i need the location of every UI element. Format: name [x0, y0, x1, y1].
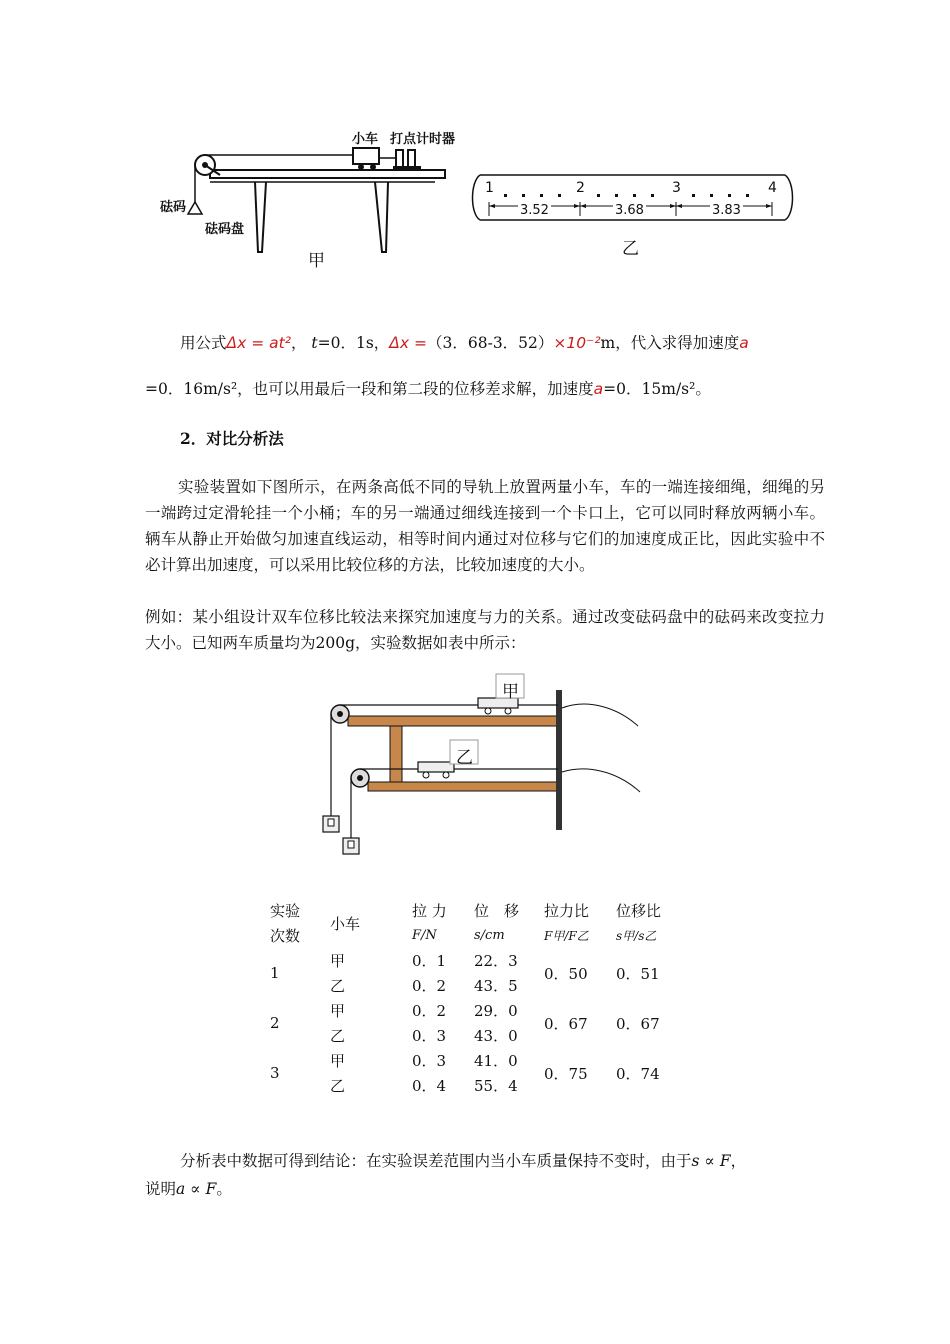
pan-label: 砝码盘 — [205, 222, 245, 237]
example-paragraph: 例如：某小组设计双车位移比较法来探究加速度与力的关系。通过改变砝码盘中的砝码来改变拉力大小。已知两车质量均为200g，实验数据如表中所示： — [145, 608, 825, 652]
formula-t-value: =0．1s， — [317, 334, 390, 352]
car-b-label: 乙 — [456, 748, 473, 768]
formula-a2: a — [593, 380, 604, 398]
formula-dx: Δx = — [389, 334, 427, 352]
row2-car-b: 乙 — [330, 1027, 346, 1045]
formula-line-2 — [145, 376, 825, 402]
formula-t-var: t — [311, 334, 318, 352]
row1-disp-a: 22．3 — [474, 952, 518, 970]
figure-caption-jia: 甲 — [308, 251, 325, 271]
row2-force-ratio: 0．67 — [544, 1014, 588, 1033]
tape-point-3: 3 — [672, 180, 681, 196]
dual-track-figure — [318, 668, 648, 868]
row2-force-a: 0．2 — [412, 1002, 447, 1020]
tape-point-2: 2 — [576, 180, 585, 196]
row3-trial: 3 — [270, 1064, 280, 1082]
header-force-ratio-1: 拉力比 — [544, 902, 590, 920]
row3-disp-b: 55．4 — [474, 1077, 518, 1095]
row3-disp-a: 41．0 — [474, 1052, 518, 1070]
tape-point-1: 1 — [485, 180, 494, 196]
ticker-tape-figure — [470, 170, 800, 230]
row1-trial: 1 — [270, 964, 280, 982]
row1-force-b: 0．2 — [412, 977, 447, 995]
row1-car-a: 甲 — [330, 952, 346, 970]
data-table — [270, 898, 686, 1098]
conclusion-line-1 — [180, 1148, 820, 1174]
row2-disp-ratio: 0．67 — [616, 1014, 660, 1033]
row3-force-b: 0．4 — [412, 1077, 447, 1095]
car-a-label: 甲 — [502, 682, 519, 702]
row3-car-b: 乙 — [330, 1077, 346, 1095]
row1-disp-b: 43．5 — [474, 977, 518, 995]
table-row — [270, 948, 686, 973]
formula-a: a — [739, 334, 749, 352]
formula-line2b: =0．15m/s²。 — [603, 380, 711, 398]
formula-line2a: =0．16m/s²，也可以用最后一段和第二段的位移差求解，加速度 — [145, 380, 594, 398]
row1-car-b: 乙 — [330, 977, 346, 995]
conclusion-comma: ， — [730, 1152, 747, 1170]
header-force-1: 拉 力 — [412, 902, 447, 920]
header-disp-1: 位 移 — [474, 902, 520, 920]
formula-line-1 — [180, 330, 820, 356]
row1-force-a: 0．1 — [412, 952, 447, 970]
table-header-row-1 — [270, 898, 686, 923]
header-force-2: F/N — [412, 928, 437, 943]
row2-disp-a: 29．0 — [474, 1002, 518, 1020]
row1-disp-ratio: 0．51 — [616, 964, 660, 983]
timer-label: 打点计时器 — [390, 132, 456, 147]
conclusion-formula-a-prop-f: a ∝ F — [176, 1180, 217, 1198]
body-paragraph: 实验装置如下图所示，在两条高低不同的导轨上放置两量小车，车的一端连接细绳，细绳的另一端跨过定滑轮挂一个小桶；车的另一端通过细线连接到一个卡口上，它可以同时释放两辆小车。辆车从静止开始做匀加速直线运动，相等时间内通过对位移与它们的加速度成正比，因此实验中不必计算出加速度，可以采用比较位移的方法，比较加速度的大小。 — [145, 478, 825, 574]
figure-caption-yi: 乙 — [622, 239, 639, 259]
row2-car-a: 甲 — [330, 1002, 346, 1020]
conclusion-end: 。 — [216, 1180, 232, 1198]
formula-dx-at2: Δx = at² — [226, 334, 291, 352]
table-row — [270, 998, 686, 1023]
formula-unit: m，代入求得加速度 — [600, 334, 740, 352]
conclusion-text-2: 说明 — [145, 1180, 177, 1198]
tape-distance-3: 3.83 — [712, 203, 741, 218]
row3-force-a: 0．3 — [412, 1052, 447, 1070]
header-trial-1: 实验 — [270, 902, 301, 920]
tape-distance-2: 3.68 — [615, 203, 644, 218]
tape-distance-1: 3.52 — [520, 203, 549, 218]
row2-disp-b: 43．0 — [474, 1027, 518, 1045]
car-label: 小车 — [352, 132, 379, 147]
section-heading: 2．对比分析法 — [180, 429, 284, 448]
row3-car-a: 甲 — [330, 1052, 346, 1070]
header-disp-2: s/cm — [474, 928, 505, 943]
formula-paren: （3．68-3．52） — [427, 334, 554, 352]
formula-comma: ， — [290, 334, 307, 352]
conclusion-text-1: 分析表中数据可得到结论：在实验误差范围内当小车质量保持不变时，由于 — [180, 1152, 692, 1170]
row3-disp-ratio: 0．74 — [616, 1064, 660, 1083]
row1-force-ratio: 0．50 — [544, 964, 588, 983]
table-row — [270, 1048, 686, 1073]
weight-label: 砝码 — [160, 200, 187, 215]
row2-force-b: 0．3 — [412, 1027, 447, 1045]
header-car: 小车 — [330, 914, 361, 933]
conclusion-formula-s-prop-f: s ∝ F — [691, 1152, 731, 1170]
row2-trial: 2 — [270, 1014, 280, 1032]
conclusion-line-2 — [145, 1176, 825, 1202]
row3-force-ratio: 0．75 — [544, 1064, 588, 1083]
formula-times: ×10⁻² — [553, 334, 601, 352]
header-disp-ratio-2: s甲/s乙 — [616, 929, 657, 943]
header-disp-ratio-1: 位移比 — [616, 902, 662, 920]
tape-point-4: 4 — [768, 180, 777, 196]
header-force-ratio-2: F甲/F乙 — [544, 929, 589, 943]
header-trial-2: 次数 — [270, 927, 301, 945]
formula-prefix: 用公式 — [180, 334, 227, 352]
